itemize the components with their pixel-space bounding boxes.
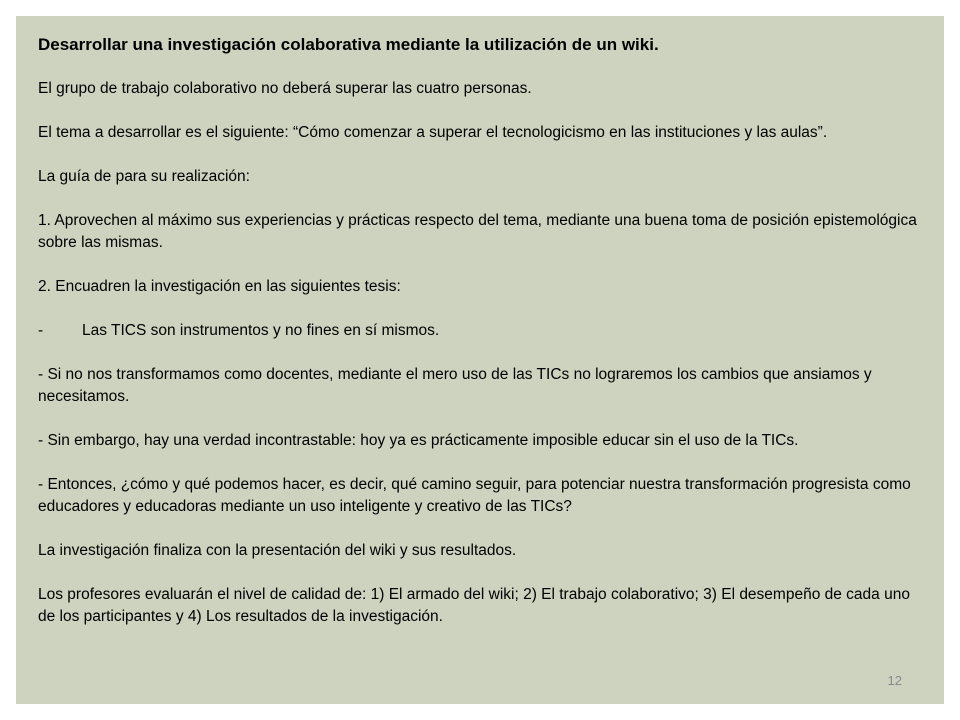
evaluation-text: Los profesores evaluarán el nivel de calidad de: 1) El armado del wiki; 2) El trabajo colaborativo; 3) El desempeño de cada uno de los participantes y 4) Los resultados de la investigación. — [38, 586, 910, 625]
topic-text: El tema a desarrollar es el siguiente: “Cómo comenzar a superar el tecnologicismo en las instituciones y las aulas”. — [38, 124, 828, 141]
slide-content — [38, 34, 928, 628]
thesis-2-text: - Si no nos transformamos como docentes, mediante el mero uso de las TICs no lograremos los cambios que ansiamos y necesitamos. — [38, 366, 872, 405]
thesis-4-text: - Entonces, ¿cómo y qué podemos hacer, es decir, qué camino seguir, para potenciar nuestra transformación progresista como educadores y educadoras mediante un uso inteligente y creativo de las TICs? — [38, 476, 911, 515]
slide-number: 12 — [887, 673, 902, 688]
step-2-text: 2. Encuadren la investigación en las siguientes tesis: — [38, 278, 401, 295]
slide-title: Desarrollar una investigación colaborativa mediante la utilización de un wiki. — [38, 35, 659, 54]
thesis-3-text: - Sin embargo, hay una verdad incontrastable: hoy ya es prácticamente imposible educar sin el uso de la TICs. — [38, 432, 799, 449]
slide — [16, 16, 944, 704]
thesis-1-text: Las TICS son instrumentos y no fines en sí mismos. — [82, 322, 440, 339]
thesis-1-dash: - — [38, 322, 44, 339]
group-rule-text: El grupo de trabajo colaborativo no deberá superar las cuatro personas. — [38, 80, 532, 97]
guide-heading: La guía de para su realización: — [38, 168, 250, 185]
thesis-1 — [38, 320, 928, 342]
step-1-text: 1. Aprovechen al máximo sus experiencias y prácticas respecto del tema, mediante una buena toma de posición epistemológica sobre las mismas. — [38, 212, 917, 251]
closing-text: La investigación finaliza con la presentación del wiki y sus resultados. — [38, 542, 517, 559]
